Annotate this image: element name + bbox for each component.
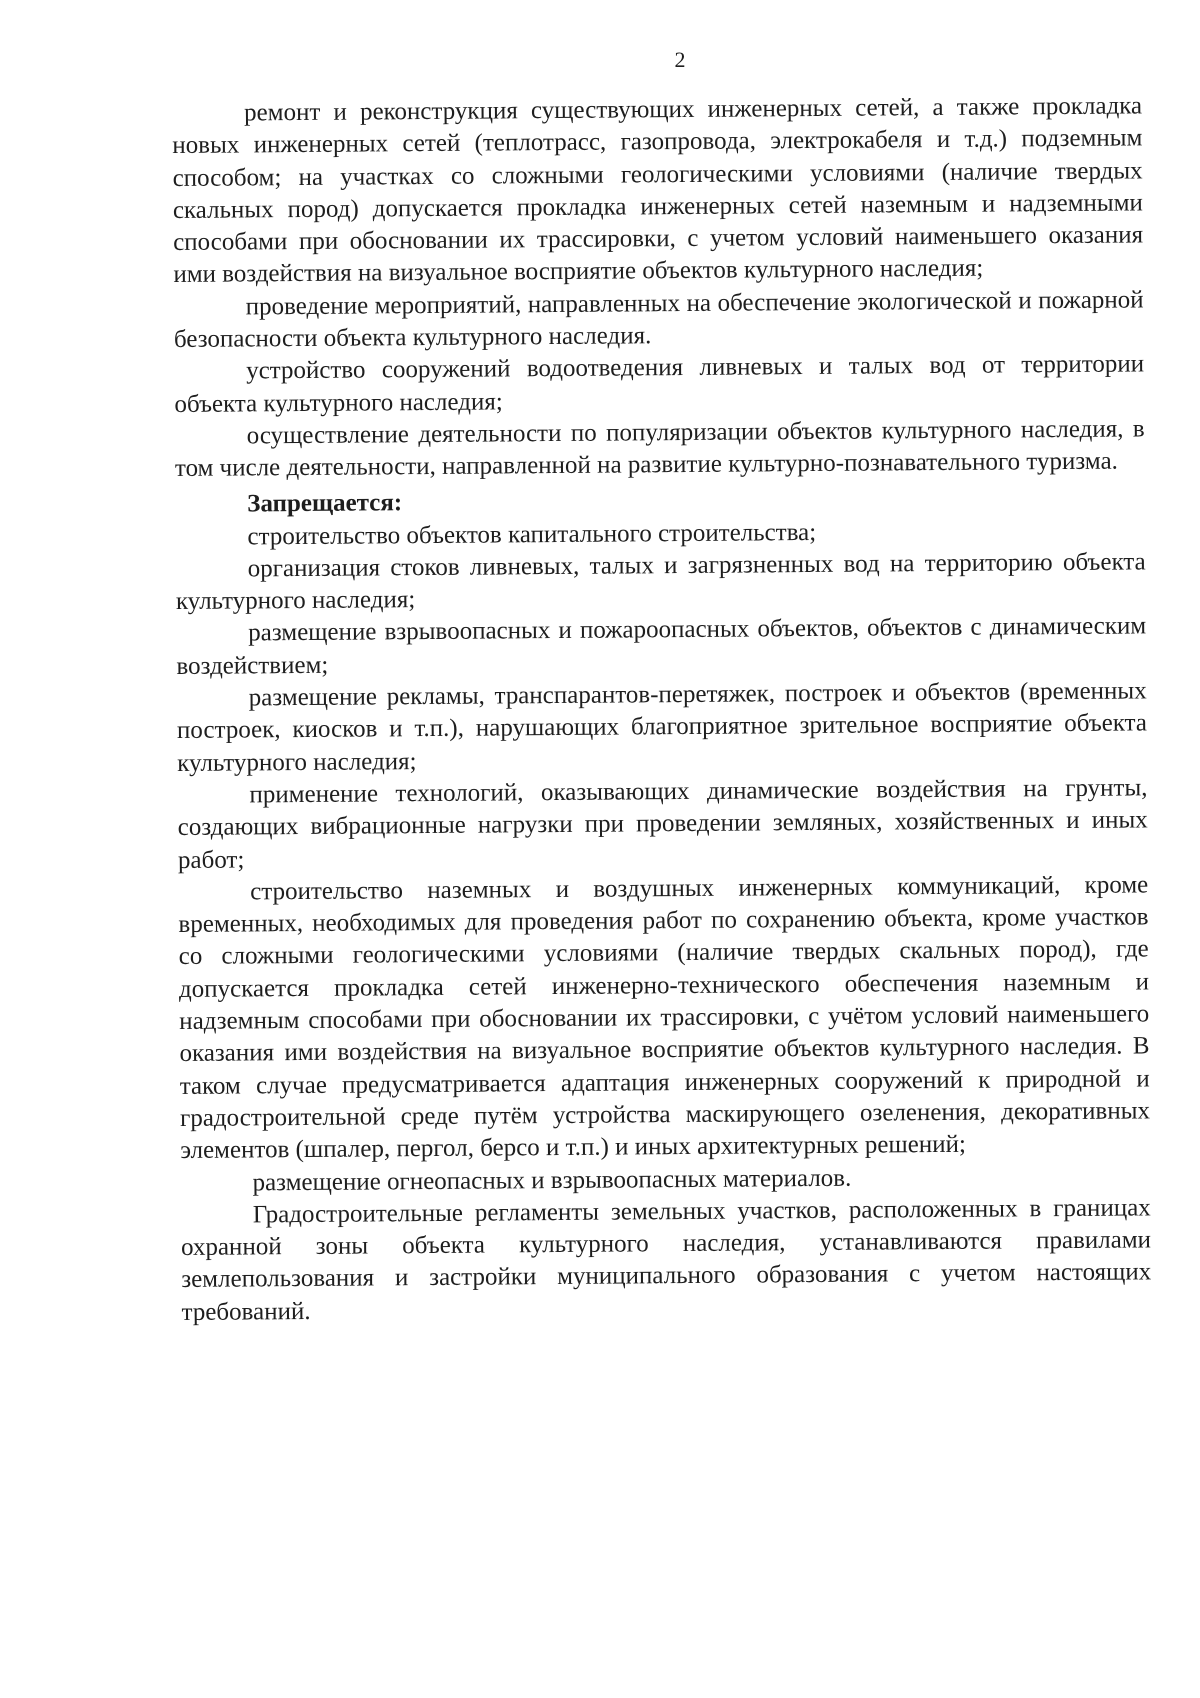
prohibited-heading: Запрещается: — [247, 488, 403, 517]
document-body — [172, 90, 1152, 1329]
closing-paragraph: Градостроительные регламенты земельных участков, расположенных в границах охранной зоны объекта культурного наследия, устанавливаются правилами землепользования и застройки муниципального образования с учетом настоящих требований. — [180, 1194, 1152, 1326]
paragraph-prohibited-4: размещение рекламы, транспарантов-перетяжек, построек и объектов (временных построек, киосков и т.п.), нарушающих благоприятное зрительное восприятие объекта культурного наследия; — [176, 677, 1148, 777]
paragraph-prohibited-1: строительство объектов капитального строительства; — [247, 518, 817, 550]
page-number: 2 — [674, 47, 686, 72]
paragraph-prohibited-5: применение технологий, оказывающих динамические воздействия на грунты, создающих вибрационные нагрузки при проведении земляных, хозяйственных и иных работ; — [177, 774, 1148, 874]
paragraph-permitted-4: осуществление деятельности по популяризации объектов культурного наследия, в том числе деятельности, направленной на развитие культурно-познавательного туризма. — [174, 415, 1145, 483]
paragraph-permitted-2: проведение мероприятий, направленных на обеспечение экологической и пожарной безопасности объекта культурного наследия. — [173, 286, 1144, 354]
paragraph-prohibited-7: размещение огнеопасных и взрывоопасных материалов. — [252, 1164, 852, 1196]
paragraph-permitted-1: ремонт и реконструкция существующих инженерных сетей, а также прокладка новых инженерных сетей (теплотрасс, газопровода, электрокабеля и т.д.) подземным способом; на участках со сложными геологическими условиями (наличие твердых скальных пород) допускается прокладка инженерных сетей наземным и надземными способами при обосновании их трассировки, с учетом условий наименьшего оказания ими воздействия на визуальное восприятие объектов культурного наследия; — [172, 92, 1144, 289]
paragraph-prohibited-3: размещение взрывоопасных и пожароопасных объектов, объектов с динамическим воздействием; — [176, 612, 1147, 680]
paragraph-permitted-3: устройство сооружений водоотведения ливневых и талых вод от территории объекта культурного наследия; — [174, 350, 1145, 418]
paragraph-prohibited-6: строительство наземных и воздушных инженерных коммуникаций, кроме временных, необходимых для проведения работ по сохранению объекта, кроме участков со сложными геологическими условиями (наличие твердых скальных пород), где допускается прокладка сетей инженерно-технического обеспечения наземным и надземным способами при обосновании их трассировки, с учётом условий наименьшего оказания ими воздействия на визуальное восприятие объектов культурного наследия. В таком случае предусматривается адаптация инженерных сооружений к природной и градостроительной среде путём устройства маскирующего озеленения, декоративных элементов (шпалер, пергол, берсо и т.п.) и иных архитектурных решений; — [178, 871, 1151, 1165]
paragraph-prohibited-2: организация стоков ливневых, талых и загрязненных вод на территорию объекта культурного наследия; — [175, 548, 1146, 616]
